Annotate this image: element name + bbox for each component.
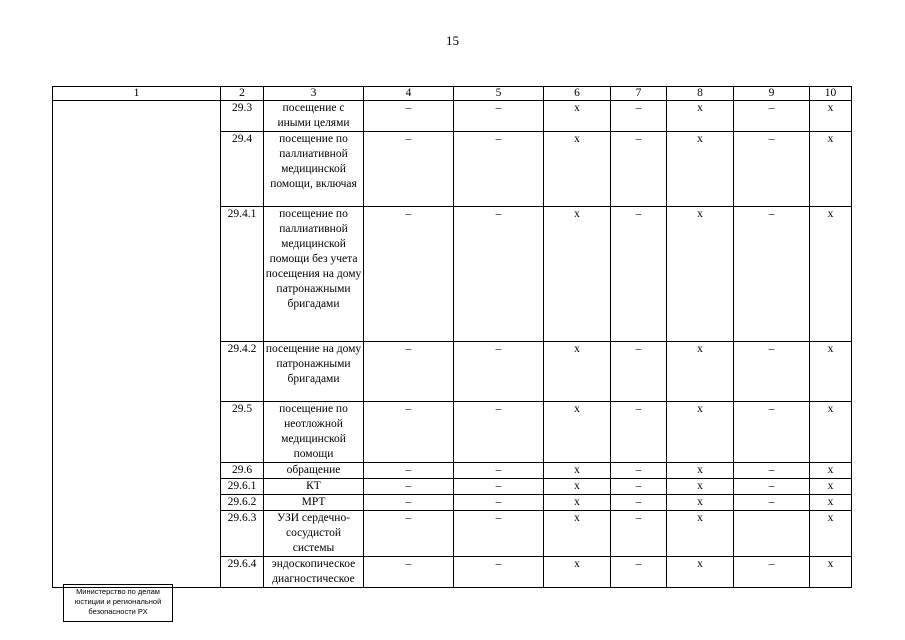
row-name: эндоскопическое диагностическое — [264, 557, 364, 588]
cell-col10: x — [810, 479, 852, 495]
cell-col7: – — [611, 557, 667, 588]
cell-col5: – — [454, 511, 544, 557]
header-cell: 4 — [364, 87, 454, 101]
header-cell: 3 — [264, 87, 364, 101]
stamp-line: безопасности РХ — [88, 607, 148, 616]
cell-col5: – — [454, 101, 544, 132]
cell-col8: x — [667, 495, 734, 511]
header-cell: 6 — [544, 87, 611, 101]
header-cell: 7 — [611, 87, 667, 101]
cell-col8: x — [667, 479, 734, 495]
cell-col6: x — [544, 132, 611, 207]
cell-col4: – — [364, 479, 454, 495]
cell-col6: x — [544, 479, 611, 495]
cell-col5: – — [454, 402, 544, 463]
cell-col9 — [734, 511, 810, 557]
cell-col4: – — [364, 207, 454, 342]
empty-category-cell — [53, 101, 221, 588]
cell-col4: – — [364, 511, 454, 557]
cell-col10: x — [810, 207, 852, 342]
cell-col10: x — [810, 495, 852, 511]
cell-col7: – — [611, 511, 667, 557]
cell-col4: – — [364, 402, 454, 463]
stamp-line: Министерство по делам — [76, 587, 160, 596]
cell-col5: – — [454, 557, 544, 588]
cell-col9: – — [734, 132, 810, 207]
cell-col7: – — [611, 463, 667, 479]
table-row — [53, 101, 852, 132]
cell-col5: – — [454, 479, 544, 495]
cell-col10: x — [810, 132, 852, 207]
header-cell: 8 — [667, 87, 734, 101]
row-name: посещение по паллиативной медицинской помощи, включая — [264, 132, 364, 207]
cell-col8: x — [667, 342, 734, 402]
row-name: посещение по неотложной медицинской помощи — [264, 402, 364, 463]
header-row — [53, 87, 852, 101]
cell-col7: – — [611, 207, 667, 342]
row-name: посещение на дому патронажными бригадами — [264, 342, 364, 402]
row-name: посещение с иными целями — [264, 101, 364, 132]
cell-col8: x — [667, 463, 734, 479]
cell-col9: – — [734, 101, 810, 132]
cell-col6: x — [544, 557, 611, 588]
cell-col6: x — [544, 207, 611, 342]
cell-col9: – — [734, 495, 810, 511]
row-code: 29.4 — [221, 132, 264, 207]
cell-col10: x — [810, 557, 852, 588]
cell-col6: x — [544, 495, 611, 511]
header-cell: 2 — [221, 87, 264, 101]
cell-col5: – — [454, 342, 544, 402]
cell-col4: – — [364, 132, 454, 207]
cell-col9: – — [734, 463, 810, 479]
row-code: 29.6.3 — [221, 511, 264, 557]
row-name: УЗИ сердечно-сосудистой системы — [264, 511, 364, 557]
cell-col7: – — [611, 132, 667, 207]
row-code: 29.6.1 — [221, 479, 264, 495]
cell-col5: – — [454, 132, 544, 207]
cell-col7: – — [611, 342, 667, 402]
row-name: МРТ — [264, 495, 364, 511]
cell-col10: x — [810, 511, 852, 557]
cell-col6: x — [544, 101, 611, 132]
row-code: 29.6 — [221, 463, 264, 479]
cell-col9: – — [734, 479, 810, 495]
row-code: 29.6.2 — [221, 495, 264, 511]
cell-col5: – — [454, 207, 544, 342]
cell-col7: – — [611, 101, 667, 132]
row-name: посещение по паллиативной медицинской помощи без учета посещения на дому патронажными бригадами — [264, 207, 364, 342]
cell-col8: x — [667, 511, 734, 557]
row-code: 29.4.2 — [221, 342, 264, 402]
cell-col10: x — [810, 342, 852, 402]
cell-col9: – — [734, 342, 810, 402]
row-code: 29.3 — [221, 101, 264, 132]
cell-col6: x — [544, 342, 611, 402]
header-cell: 10 — [810, 87, 852, 101]
row-code: 29.6.4 — [221, 557, 264, 588]
cell-col5: – — [454, 463, 544, 479]
cell-col6: x — [544, 511, 611, 557]
cell-col9: – — [734, 207, 810, 342]
cell-col8: x — [667, 132, 734, 207]
registration-stamp — [63, 584, 173, 622]
row-code: 29.4.1 — [221, 207, 264, 342]
cell-col8: x — [667, 402, 734, 463]
cell-col4: – — [364, 495, 454, 511]
header-cell: 1 — [53, 87, 221, 101]
header-cell: 5 — [454, 87, 544, 101]
page-number: 15 — [446, 33, 459, 48]
row-code: 29.5 — [221, 402, 264, 463]
cell-col8: x — [667, 207, 734, 342]
cell-col9: – — [734, 557, 810, 588]
cell-col4: – — [364, 463, 454, 479]
cell-col10: x — [810, 101, 852, 132]
cell-col8: x — [667, 557, 734, 588]
cell-col9: – — [734, 402, 810, 463]
header-cell: 9 — [734, 87, 810, 101]
row-name: обращение — [264, 463, 364, 479]
cell-col4: – — [364, 557, 454, 588]
cell-col6: x — [544, 463, 611, 479]
cell-col7: – — [611, 495, 667, 511]
cell-col8: x — [667, 101, 734, 132]
cell-col5: – — [454, 495, 544, 511]
cell-col7: – — [611, 402, 667, 463]
cell-col6: x — [544, 402, 611, 463]
cell-col4: – — [364, 101, 454, 132]
row-name: КТ — [264, 479, 364, 495]
cell-col4: – — [364, 342, 454, 402]
cell-col10: x — [810, 402, 852, 463]
stamp-line: юстиции и региональной — [74, 597, 162, 606]
cell-col10: x — [810, 463, 852, 479]
data-table — [52, 86, 852, 588]
cell-col7: – — [611, 479, 667, 495]
